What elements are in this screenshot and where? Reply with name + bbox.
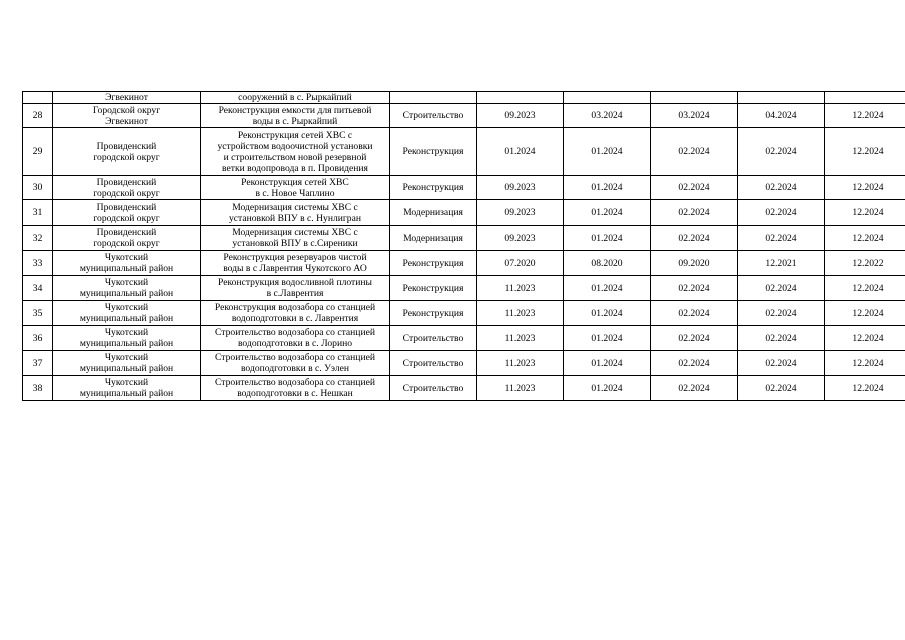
row-number: 34 (23, 276, 53, 301)
date-cell-3: 02.2024 (651, 128, 738, 176)
table-row (23, 226, 905, 251)
table-row (23, 176, 905, 200)
date-cell-2: 01.2024 (564, 276, 651, 301)
date-cell-5: 12.2022 (825, 251, 905, 276)
table-row (23, 376, 905, 401)
table-row (23, 128, 905, 176)
work-type-cell: Строительство (390, 104, 477, 128)
row-number: 29 (23, 128, 53, 176)
municipality-cell-line: городской округ (93, 151, 160, 163)
municipality-cell-line: муниципальный район (79, 313, 174, 324)
table-row (23, 351, 905, 376)
row-number: 28 (23, 104, 53, 128)
municipality-cell-line: Провиденский (96, 227, 157, 238)
date-cell-3: 02.2024 (651, 376, 738, 401)
object-cell (201, 92, 390, 104)
row-number: 32 (23, 226, 53, 251)
date-cell-2: 08.2020 (564, 251, 651, 276)
date-cell-5: 12.2024 (825, 326, 905, 351)
municipality-cell (53, 128, 201, 176)
object-cell (201, 226, 390, 251)
date-cell-3: 02.2024 (651, 200, 738, 226)
table-row (23, 276, 905, 301)
date-cell-1: 11.2023 (477, 351, 564, 376)
date-cell-2: 01.2024 (564, 326, 651, 351)
municipality-cell-line: Провиденский (96, 140, 157, 152)
date-cell-1: 09.2023 (477, 226, 564, 251)
municipality-cell (53, 301, 201, 326)
municipality-cell-line: муниципальный район (79, 338, 174, 349)
date-cell-5: 12.2024 (825, 128, 905, 176)
date-cell-5: 12.2024 (825, 200, 905, 226)
object-cell-line: Модернизация системы ХВС с (232, 201, 358, 213)
object-cell-line: водоподготовки в с. Уэлен (240, 363, 350, 374)
table-row (23, 200, 905, 226)
object-cell (201, 176, 390, 200)
municipality-cell (53, 176, 201, 200)
date-cell-2: 01.2024 (564, 301, 651, 326)
row-number (23, 92, 53, 104)
municipality-cell-line: муниципальный район (79, 263, 174, 274)
date-cell-1: 09.2023 (477, 176, 564, 200)
date-cell-2: 01.2024 (564, 351, 651, 376)
date-cell-3: 02.2024 (651, 176, 738, 200)
date-cell-4: 02.2024 (738, 351, 825, 376)
object-cell (201, 251, 390, 276)
municipality-cell-line: муниципальный район (79, 288, 174, 299)
object-cell-line: Реконструкция водосливной плотины (218, 277, 372, 288)
date-cell-3: 02.2024 (651, 301, 738, 326)
object-cell (201, 376, 390, 401)
municipality-cell-line: Провиденский (96, 176, 157, 188)
date-cell-4: 02.2024 (738, 376, 825, 401)
municipality-cell-line: городской округ (93, 187, 160, 199)
date-cell-4: 02.2024 (738, 176, 825, 200)
table-row (23, 104, 905, 128)
row-number: 37 (23, 351, 53, 376)
date-cell-4: 04.2024 (738, 104, 825, 128)
municipality-cell-line: Эгвекинот (105, 92, 148, 103)
object-cell-line: в с. Новое Чаплино (255, 187, 335, 199)
municipality-cell-line: Чукотский (104, 302, 149, 313)
municipality-cell-line: городской округ (93, 212, 160, 224)
table-row (23, 92, 905, 104)
municipality-cell (53, 200, 201, 226)
date-cell-4: 02.2024 (738, 128, 825, 176)
table-body (23, 92, 905, 401)
date-cell-3: 03.2024 (651, 104, 738, 128)
object-cell-line: установкой ВПУ в с. Нунлигран (229, 212, 361, 224)
object-cell-line: Реконструкция емкости для питьевой (218, 104, 372, 116)
work-type-cell: Модернизация (390, 226, 477, 251)
object-cell-line: и строительством новой резервной (223, 151, 367, 163)
object-cell-line: Реконструкция сетей ХВС с (237, 129, 353, 141)
date-cell-4: 12.2021 (738, 251, 825, 276)
date-cell-2: 01.2024 (564, 176, 651, 200)
municipality-cell-line: Городской округ (92, 104, 161, 116)
municipality-cell-line: Чукотский (104, 352, 149, 363)
date-cell-1: 01.2024 (477, 128, 564, 176)
table-row (23, 301, 905, 326)
row-number: 33 (23, 251, 53, 276)
municipality-cell (53, 276, 201, 301)
object-cell-line: устройством водоочистной установки (217, 140, 373, 152)
work-type-cell: Реконструкция (390, 276, 477, 301)
work-type-cell: Реконструкция (390, 251, 477, 276)
object-cell-line: Строительство водозабора со станцией (215, 327, 375, 338)
work-type-cell (390, 92, 477, 104)
date-cell-4: 02.2024 (738, 276, 825, 301)
date-cell-2: 01.2024 (564, 128, 651, 176)
row-number: 30 (23, 176, 53, 200)
date-cell-1: 11.2023 (477, 326, 564, 351)
object-cell-line: ветки водопровода в п. Провидения (222, 162, 368, 174)
object-cell (201, 276, 390, 301)
date-cell-5: 12.2024 (825, 376, 905, 401)
object-cell (201, 326, 390, 351)
date-cell-3 (651, 92, 738, 104)
object-cell-line: водоподготовки в с. Лорино (237, 338, 353, 349)
object-cell-line: сооружений в с. Рыркайпий (238, 92, 352, 103)
row-number: 36 (23, 326, 53, 351)
date-cell-1: 11.2023 (477, 276, 564, 301)
date-cell-2: 01.2024 (564, 226, 651, 251)
date-cell-4: 02.2024 (738, 226, 825, 251)
municipality-cell (53, 104, 201, 128)
object-cell-line: в с.Лаврентия (266, 288, 324, 299)
municipality-cell-line: муниципальный район (79, 363, 174, 374)
date-cell-4: 02.2024 (738, 326, 825, 351)
work-type-cell: Реконструкция (390, 301, 477, 326)
row-number: 31 (23, 200, 53, 226)
object-cell (201, 351, 390, 376)
date-cell-5: 12.2024 (825, 301, 905, 326)
work-type-cell: Реконструкция (390, 128, 477, 176)
object-cell-line: Реконструкция сетей ХВС (241, 176, 349, 188)
object-cell-line: воды в с Лаврентия Чукотского АО (223, 263, 367, 274)
date-cell-1: 11.2023 (477, 376, 564, 401)
object-cell (201, 301, 390, 326)
date-cell-3: 02.2024 (651, 276, 738, 301)
date-cell-5 (825, 92, 905, 104)
date-cell-3: 09.2020 (651, 251, 738, 276)
municipality-cell-line: Провиденский (96, 201, 157, 213)
work-type-cell: Строительство (390, 376, 477, 401)
row-number: 38 (23, 376, 53, 401)
object-cell-line: Модернизация системы ХВС с (232, 227, 358, 238)
date-cell-5: 12.2024 (825, 351, 905, 376)
object-cell-line: установкой ВПУ в с.Сиреники (232, 238, 358, 249)
work-type-cell: Реконструкция (390, 176, 477, 200)
municipality-cell (53, 351, 201, 376)
table-row (23, 251, 905, 276)
municipality-cell (53, 251, 201, 276)
object-cell-line: Строительство водозабора со станцией (215, 352, 375, 363)
date-cell-2: 03.2024 (564, 104, 651, 128)
date-cell-3: 02.2024 (651, 326, 738, 351)
municipality-cell (53, 326, 201, 351)
date-cell-1 (477, 92, 564, 104)
municipality-cell-line: Чукотский (104, 277, 149, 288)
work-type-cell: Строительство (390, 351, 477, 376)
municipality-cell (53, 376, 201, 401)
object-cell-line: Реконструкция резервуаров чистой (223, 252, 367, 263)
date-cell-1: 09.2023 (477, 200, 564, 226)
date-cell-1: 07.2020 (477, 251, 564, 276)
date-cell-5: 12.2024 (825, 176, 905, 200)
municipality-cell-line: городской округ (93, 238, 160, 249)
municipality-cell-line: Чукотский (104, 377, 149, 388)
object-cell-line: водоподготовки в с. Нешкан (237, 388, 353, 399)
date-cell-5: 12.2024 (825, 104, 905, 128)
date-cell-5: 12.2024 (825, 276, 905, 301)
object-cell-line: Реконструкция водозабора со станцией (214, 302, 376, 313)
object-cell (201, 200, 390, 226)
date-cell-2: 01.2024 (564, 376, 651, 401)
municipality-cell-line: Чукотский (104, 327, 149, 338)
work-type-cell: Строительство (390, 326, 477, 351)
date-cell-1: 09.2023 (477, 104, 564, 128)
date-cell-3: 02.2024 (651, 226, 738, 251)
municipality-cell (53, 226, 201, 251)
object-cell (201, 104, 390, 128)
date-cell-1: 11.2023 (477, 301, 564, 326)
date-cell-4: 02.2024 (738, 301, 825, 326)
date-cell-4: 02.2024 (738, 200, 825, 226)
municipality-cell (53, 92, 201, 104)
object-cell-line: водоподготовки в с. Лаврентия (231, 313, 359, 324)
date-cell-2: 01.2024 (564, 200, 651, 226)
object-cell (201, 128, 390, 176)
municipality-cell-line: муниципальный район (79, 388, 174, 399)
row-number: 35 (23, 301, 53, 326)
object-cell-line: Строительство водозабора со станцией (215, 377, 375, 388)
schedule-table (22, 91, 905, 401)
table-row (23, 326, 905, 351)
date-cell-4 (738, 92, 825, 104)
object-cell-line: воды в с. Рыркайпий (252, 115, 338, 127)
municipality-cell-line: Эгвекинот (105, 115, 148, 127)
municipality-cell-line: Чукотский (104, 252, 149, 263)
date-cell-2 (564, 92, 651, 104)
date-cell-5: 12.2024 (825, 226, 905, 251)
work-type-cell: Модернизация (390, 200, 477, 226)
date-cell-3: 02.2024 (651, 351, 738, 376)
